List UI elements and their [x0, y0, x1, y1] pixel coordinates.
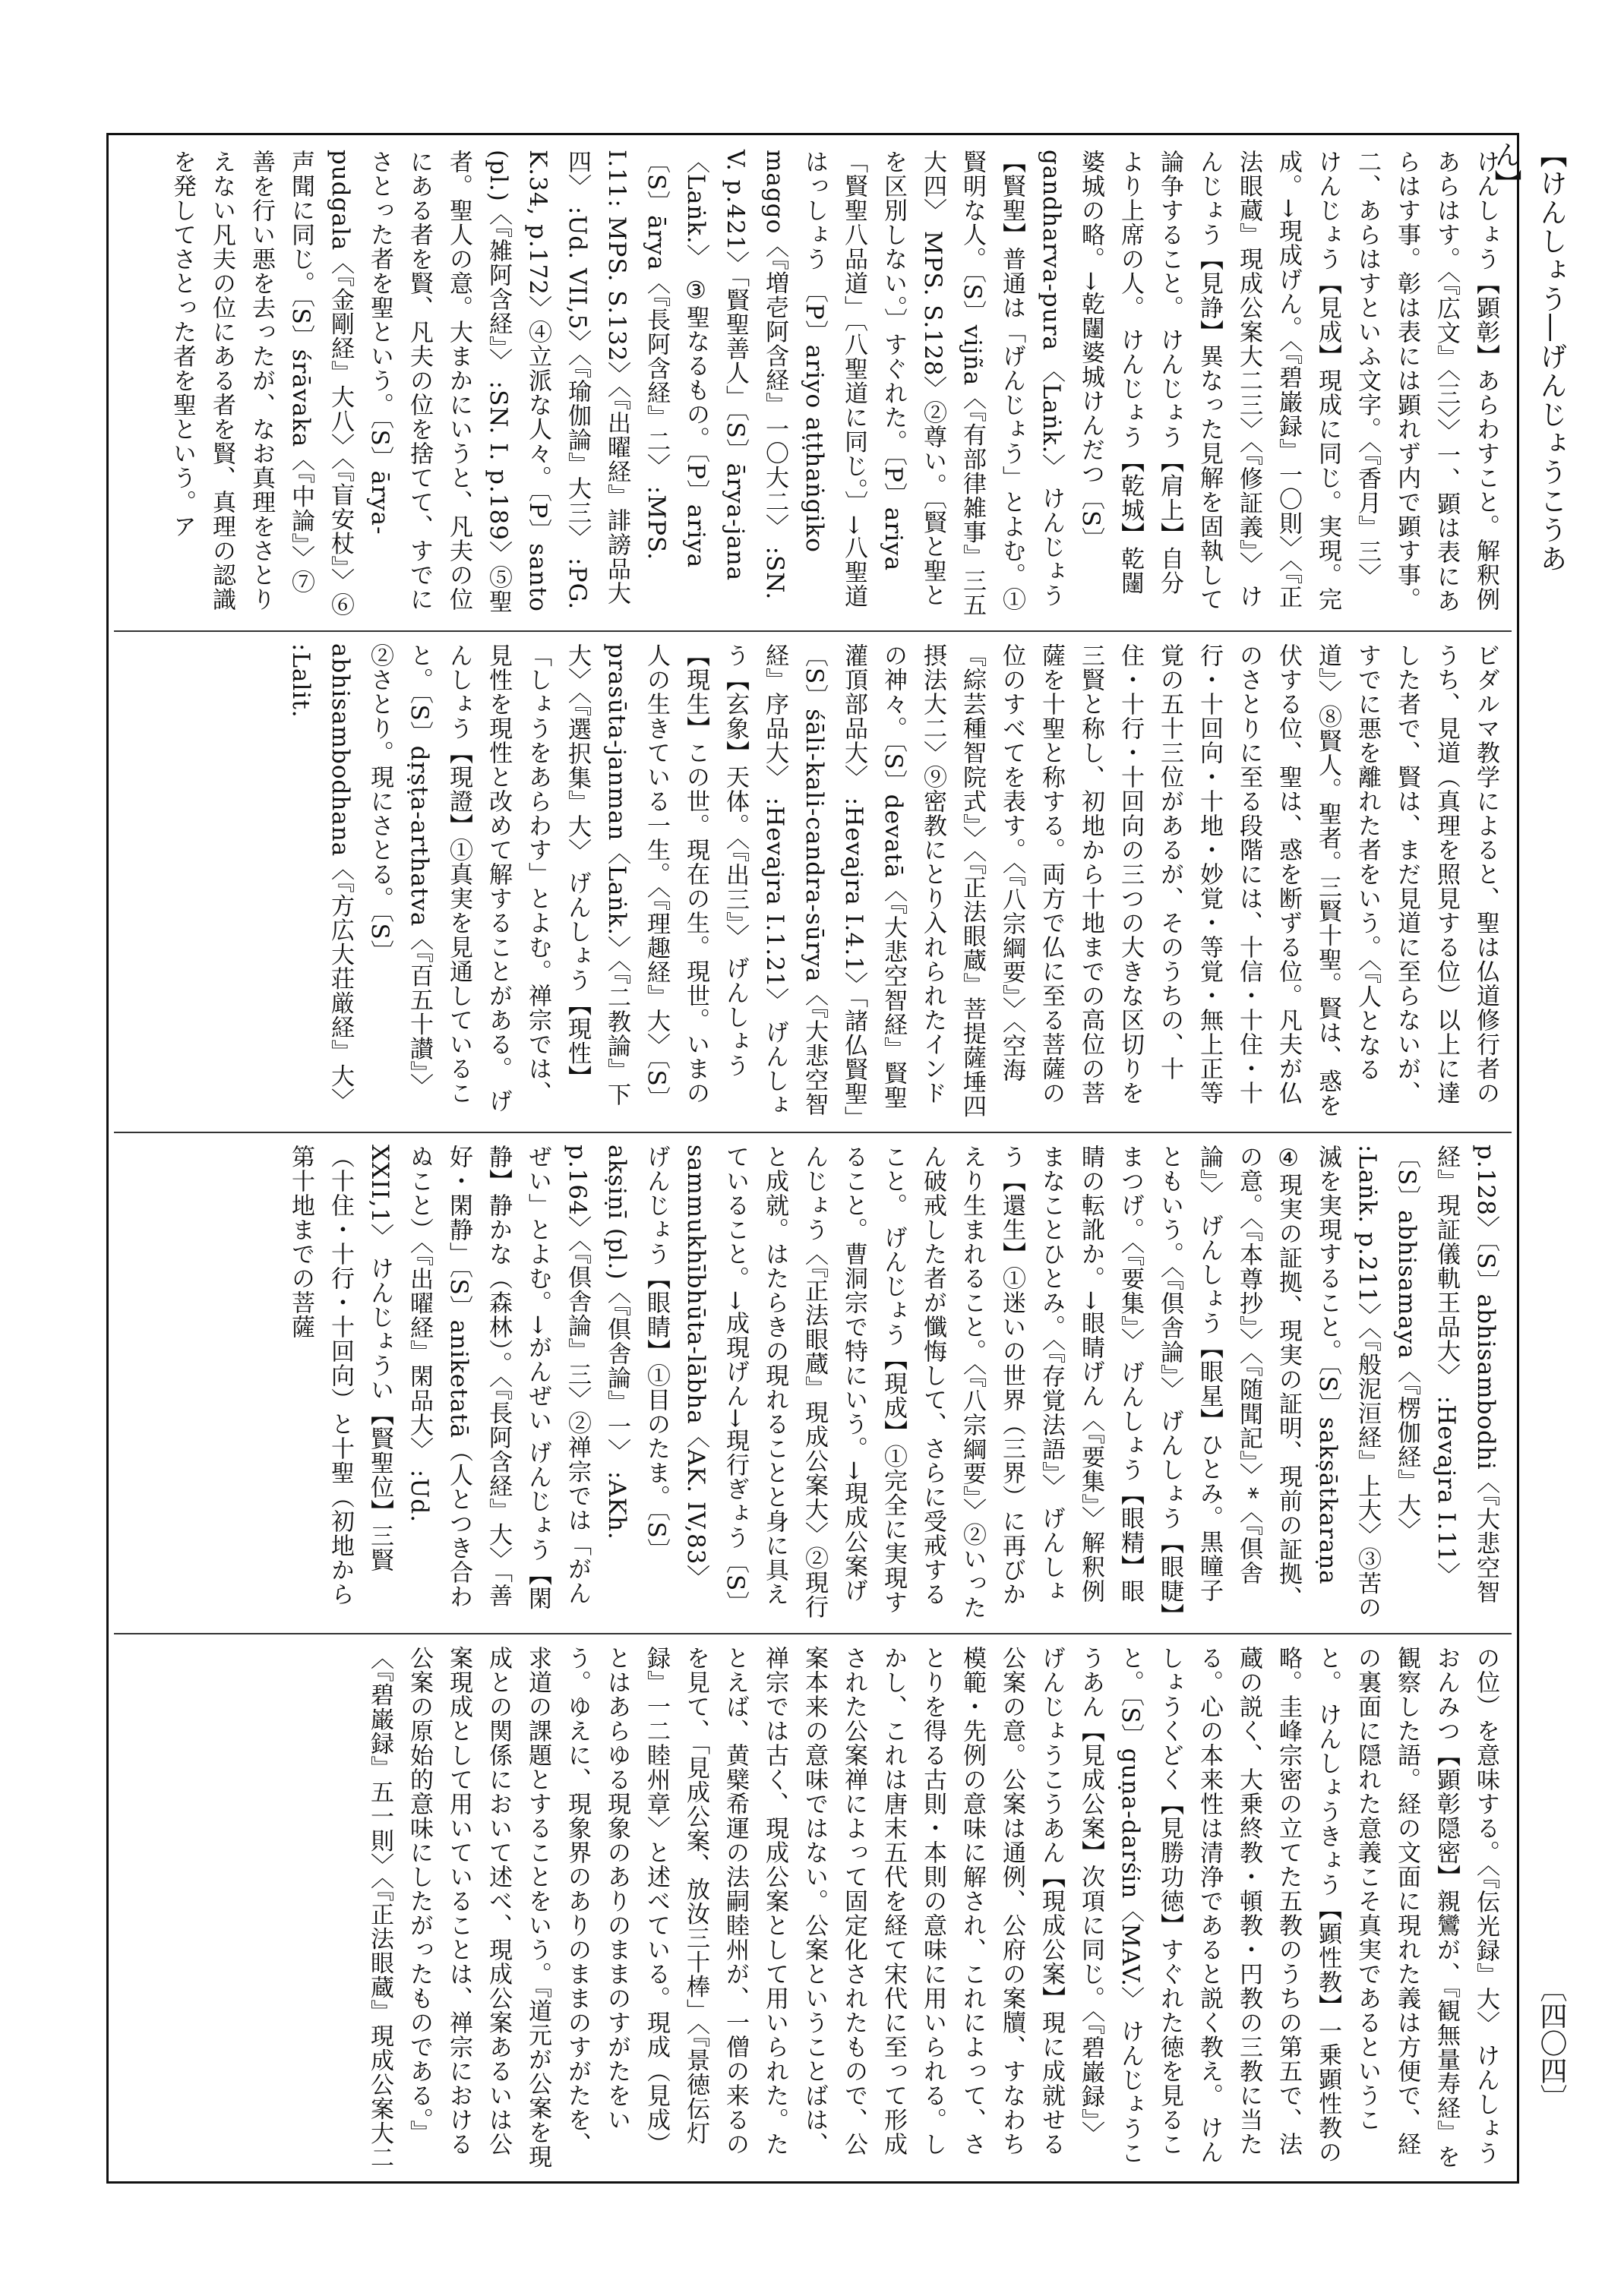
text-tier-2: [114, 634, 1512, 1128]
text-tier-3: [114, 1135, 1512, 1629]
tier-4-text: の位）を意味する。〈『伝光録』大〉 けんしょうおんみつ【顕彰隠密】親鸞が、『観無量寿経』を観察した語。経の文面に現れた義は方便で、経の裏面に隠れた意義こそ真実であるということ。 けんしょうきょう【顕性教】一乗顕性教の略。圭峰宗密の立てた五教のうちの第五で、法蔵の説く、大乗終教・頓教・円教の三教に当たる。心の本来性は清浄であると説く教え。 けんしょうくどく【見勝功徳】すぐれた徳を見ること。〔S〕guṇa-darśin〈MAV.〉 けんじょうこうあん【見成公案】次項に同じ。〈『碧巌録』〉 げんじょうこうあん【現成公案】現に成就せる公案の意。公案は通例、公府の案牘、すなわち模範・先例の意味に解され、これによって、さとりを得る古則・本則の意味に用いられる。しかし、これは唐末五代を経て宋代に至って形成された公案禅によって固定化されたもので、公案本来の意味ではない。公案ということばは、禅宗では古く、現成公案として用いられた。たとえば、黄檗希運の法嗣睦州が、一僧の来るのを見て、「見成公案、放汝三十棒」〈『景徳伝灯録』一二睦州章〉と述べている。現成（見成）とはあらゆる現象のありのままのすがたをいう。ゆえに、現象界のありのままのすがたを、求道の課題とすることをいう。『道元が公案を現成との関係において述べ、現成公案あるいは公案現成として用いていることは、禅宗における公案の原始的意味にしたがったものである。』〈『碧巌録』五一則〉〈『正法眼蔵』現成公案大二: [366, 1646, 1499, 2170]
text-tier-4: [114, 1637, 1512, 2180]
tier-divider-3: [114, 1633, 1512, 1634]
tier-divider-1: [114, 630, 1512, 632]
tier-3-text: p.128〉〔S〕abhisambodhi〈『大悲空智経』現証儀軌王品大〉 :Hevajra I.11〉〔S〕abhisamaya〈『楞伽経』大〉 :Laṅk. p.211〉〈『般泥洹経』上大〉③苦の滅を実現すること。〔S〕sakṣātkaraṇa ④現実の証拠、現実の証明、現前の証拠、の意。〈『本尊抄』〉〈『随聞記』〉*〈『倶舎論』〉 げんしょう【眼星】ひとみ。黒瞳子ともいう。〈『倶舎論』〉 げんしょう【眼睫】まつげ。〈『要集』〉 げんしょう【眼精】眼睛の転訛か。→眼睛げん〈『要集』〉解釈例 まなことひとみ。〈『存覚法語』〉 げんしょう【還生】①迷いの世界（三界）に再びかえり生まれること。〈『八宗綱要』〉②いったん破戒した者が懺悔して、さらに受戒すること。 げんじょう【現成】①完全に実現すること。曹洞宗で特にいう。→現成公案げんじょう〈『正法眼蔵』現成公案大〉②現行と成就。はたらきの現れることと身に具えていること。→成現げん→現行ぎょう〔S〕sammukhībhūta-lābha〈AK. IV,83〉 げんじょう【眼睛】①目のたま。〔S〕akṣiṇī (pl.)〈『倶舎論』一〉 :AKh. p.164〉〈『倶舎論』三〉②禅宗では「がんぜい」とよむ。→がんぜい げんじょう【閑静】静かな（森林）。〈『長阿含経』大〉「善好・閑静」〔S〕aniketatā（人とつき合わぬこと）〈『出曜経』閑品大〉 :Ud. XXII,1〉 けんじょうい【賢聖位】三賢（十住・十行・十回向）と十聖（初地から第十地までの菩薩: [287, 1145, 1499, 1620]
text-tier-1: [114, 141, 1512, 627]
tier-2-text: ビダルマ教学によると、聖は仏道修行者のうち、見道（真理を照見する位）以上に達した者で、賢は、まだ見道に至らないが、すでに悪を離れた者をいう。〈『人となる道』〉⑧賢人。聖者。三賢十聖。賢は、惑を伏する位、聖は、惑を断ずる位。凡夫が仏のさとりに至る段階には、十信・十住・十行・十回向・十地・妙覚・等覚・無上正等覚の五十三位があるが、そのうちの、十住・十行・十回向の三つの大きな区切りを三賢と称し、初地から十地までの高位の菩薩を十聖と称する。両方で仏に至る菩薩の位のすべてを表す。〈『八宗綱要』〉〈空海『綜芸種智院式』〉〈『正法眼蔵』菩提薩埵四摂法大二〉⑨密教にとり入れられたインドの神々。〔S〕devatā〈『大悲空智経』賢聖灌頂部品大〉 :Hevajra I.4.1〉「諸仏賢聖」〔S〕śāli-kali-candra-sūrya〈『大悲空智経』序品大〉 :Hevajra I.1.21〉 げんしょう【玄象】天体。〈『出三』〉 げんしょう【現生】この世。現在の生。現世。いまの人の生きている一生。〈『理趣経』大〉〔S〕prasūta-janman〈Laṅk.〉〈『二教論』下大〉〈『選択集』大〉 げんしょう【現性】「しょうをあらわす」とよむ。禅宗では、見性を現性と改めて解することがある。 げんしょう【現證】①真実を見通していること。〔S〕dṛṣṭa-arthatva〈『百五十讃』〉②さとり。現にさとる。〔S〕abhisambodhana〈『方広大荘厳経』大〉 :Lalit.: [287, 643, 1499, 1119]
page-number: 〔四〇四〕: [1536, 1975, 1567, 2111]
tier-divider-2: [114, 1132, 1512, 1133]
tier-1-text: けんしょう【顕彰】あらわすこと。解釈例 あらはす。〈『広文』〈三〉〉一、顕は表にあらはす事。彰は表には顕れず内で顕す事。二、あらはすといふ文字。〈『香月』三〉 けんじょう【見成】現成に同じ。実現。完成。→現成げん。〈『碧巌録』一〇則〉〈『正法眼蔵』現成公案大二三〉〈『修証義』〉 けんじょう【見諍】異なった見解を固執して論争すること。 けんじょう【肩上】自分より上席の人。 けんじょう【乾城】乾闥婆城の略。→乾闥婆城けんだつ〔S〕gandharva-pura 〈Laṅk.〉 けんじょう【賢聖】普通は「げんじょう」とよむ。①賢明な人。〔S〕vijña〈『有部律雑事』三五大四〉 MPS. S.128〉②尊い。〔賢と聖とを区別しない。〕すぐれた。〔P〕ariya「賢聖八品道」〔八聖道に同じ。〕→八聖道はっしょう 〔P〕ariyo aṭṭhaṅgiko maggo〈『増壱阿含経』一〇大二〉 :SN. V. p.421〉「賢聖善人」〔S〕ārya-jana〈Laṅk.〉 ③聖なるもの。〔P〕ariya〔S〕ārya〈『長阿含経』二〉 :MPS. I.11: MPS. S.132〉〈『出曜経』誹謗品大四〉 :Ud. VII,5〉〈『瑜伽論』大三〉 :PG. K.34, p.172〉④立派な人々。〔P〕santo (pl.)〈『雑阿含経』〉 :SN. I. p.189〉⑤聖者。聖人の意。大まかにいうと、凡夫の位にある者を賢、凡夫の位を捨てて、すでにさとった者を聖という。〔S〕ārya-pudgala〈『金剛経』大八〉〈『盲安杖』〉⑥声聞に同じ。〔S〕śrāvaka〈『中論』〉⑦善を行い悪を去ったが、なお真理をさとりえない凡夫の位にある者を賢、真理の認識を発してさとった者を聖という。ア: [169, 150, 1499, 617]
running-head: 【けんしょう―げんじょうこうあん】: [1490, 141, 1567, 573]
